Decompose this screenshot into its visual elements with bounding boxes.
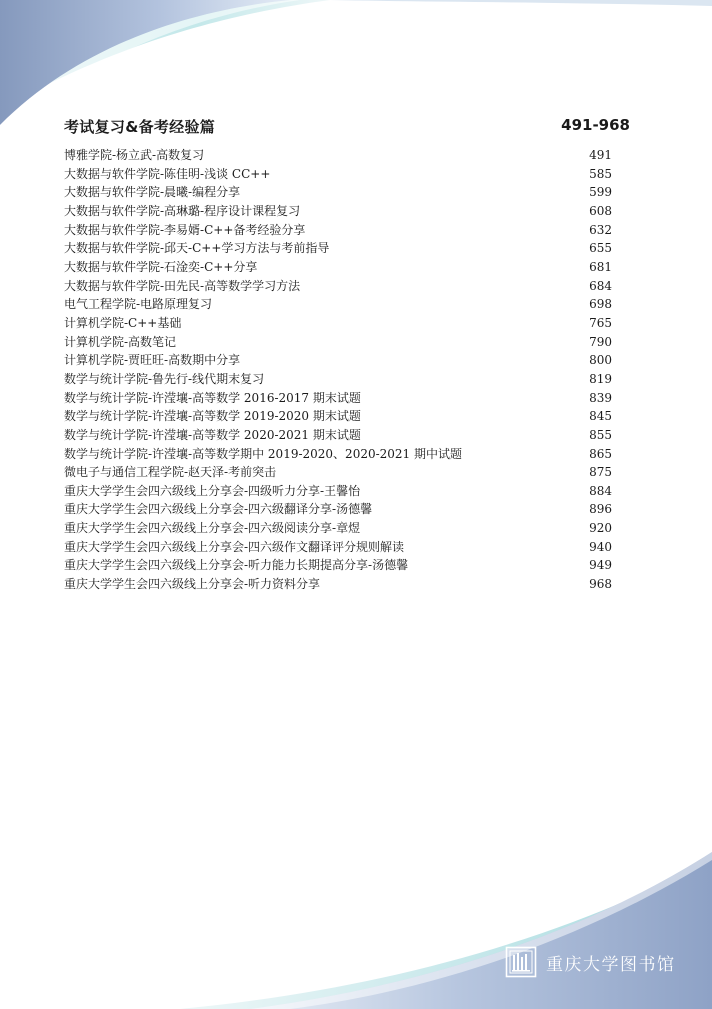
top-right-light — [330, 0, 712, 6]
toc-entry-title: 计算机学院-C++基础 — [64, 315, 182, 330]
toc-entry-title: 微电子与通信工程学院-赵天泽-考前突击 — [64, 465, 277, 480]
toc-entry-page: 865 — [589, 446, 612, 461]
toc-entry-title: 大数据与软件学院-李易婿-C++备考经验分享 — [64, 222, 306, 237]
toc-entry-page: 681 — [589, 259, 612, 274]
toc-entry[interactable] — [64, 314, 624, 333]
toc-entry-page: 608 — [589, 203, 612, 218]
toc-entry-title: 重庆大学学生会四六级线上分享会-听力资料分享 — [64, 577, 321, 592]
toc-entry[interactable] — [64, 295, 624, 314]
toc-entry[interactable] — [64, 183, 624, 202]
toc-entry[interactable] — [64, 500, 624, 519]
toc-entry-page: 698 — [589, 297, 612, 312]
top-wave — [0, 0, 290, 125]
section-page-range: 491-968 — [561, 116, 630, 134]
toc-entry[interactable] — [64, 407, 624, 426]
toc-entry-title: 大数据与软件学院-邱天-C++学习方法与考前指导 — [64, 241, 330, 256]
toc-entry[interactable] — [64, 221, 624, 240]
toc-entry[interactable] — [64, 202, 624, 221]
toc-entry-page: 855 — [589, 427, 612, 442]
toc-entry[interactable] — [64, 445, 624, 464]
section-title: 考试复习&备考经验篇 — [64, 118, 216, 136]
toc-entry-page: 684 — [589, 278, 612, 293]
toc-entry-title: 重庆大学学生会四六级线上分享会-四六级翻译分享-汤德馨 — [64, 502, 373, 517]
toc-entry-title: 数学与统计学院-许滢壤-高等数学 2016-2017 期末试题 — [64, 390, 361, 405]
toc-entry-title: 大数据与软件学院-石淦奕-C++分享 — [64, 259, 258, 274]
toc-entry-title: 大数据与软件学院-高琳璐-程序设计课程复习 — [64, 203, 301, 218]
toc-entry-page: 585 — [589, 166, 612, 181]
toc-entry-page: 845 — [589, 409, 612, 424]
toc-entry[interactable] — [64, 277, 624, 296]
toc-entry-page: 800 — [589, 353, 612, 368]
toc-entry-page: 940 — [589, 539, 612, 554]
library-name: 重庆大学图书馆 — [546, 954, 676, 975]
toc-entry-title: 计算机学院-高数笔记 — [64, 334, 177, 349]
toc-entry-title: 数学与统计学院-许滢壤-高等数学期中 2019-2020、2020-2021 期中试题 — [64, 446, 463, 461]
toc-entry[interactable] — [64, 370, 624, 389]
toc-entry-title: 电气工程学院-电路原理复习 — [64, 297, 213, 312]
toc-entry[interactable] — [64, 239, 624, 258]
toc-entry-title: 重庆大学学生会四六级线上分享会-四六级作文翻译评分规则解读 — [64, 539, 405, 554]
toc-entry-title: 大数据与软件学院-田先民-高等数学学习方法 — [64, 278, 301, 293]
toc-entry-title: 重庆大学学生会四六级线上分享会-听力能力长期提高分享-汤德馨 — [64, 558, 409, 573]
toc-entry[interactable] — [64, 482, 624, 501]
toc-entry-page: 819 — [589, 371, 612, 386]
toc-entry[interactable] — [64, 389, 624, 408]
library-logo — [505, 945, 676, 979]
toc-entry-title: 数学与统计学院-许滢壤-高等数学 2019-2020 期末试题 — [64, 409, 361, 424]
toc-entry-title: 大数据与软件学院-晨曦-编程分享 — [64, 185, 241, 200]
toc-entry-title: 数学与统计学院-许滢壤-高等数学 2020-2021 期末试题 — [64, 427, 361, 442]
toc-entry-page: 491 — [589, 148, 612, 162]
library-building-icon — [505, 946, 537, 978]
toc-entry[interactable] — [64, 575, 624, 594]
toc-entry[interactable] — [64, 165, 624, 184]
toc-entry-page: 632 — [589, 222, 612, 237]
toc-entry-page: 896 — [589, 502, 612, 517]
toc-entry[interactable] — [64, 538, 624, 557]
toc-entry-page: 765 — [589, 315, 612, 330]
toc-entry[interactable] — [64, 463, 624, 482]
toc-entry[interactable] — [64, 556, 624, 575]
toc-entry-title: 重庆大学学生会四六级线上分享会-四级听力分享-王馨怡 — [64, 483, 361, 498]
toc-entry[interactable] — [64, 146, 624, 165]
bottom-wave — [250, 852, 712, 1009]
toc-entry[interactable] — [64, 258, 624, 277]
toc-list — [64, 146, 624, 594]
toc-entry-page: 790 — [589, 334, 612, 349]
toc-entry-title: 数学与统计学院-鲁先行-线代期末复习 — [64, 371, 265, 386]
toc-entry[interactable] — [64, 333, 624, 352]
toc-entry[interactable] — [64, 426, 624, 445]
toc-entry-page: 599 — [589, 185, 612, 200]
toc-entry-title: 博雅学院-杨立武-高数复习 — [64, 148, 205, 162]
toc-entry-title: 计算机学院-贾旺旺-高数期中分享 — [64, 353, 241, 368]
toc-entry[interactable] — [64, 519, 624, 538]
toc-entry-page: 949 — [589, 558, 612, 573]
toc-entry-page: 968 — [589, 577, 612, 592]
toc-entry-title: 重庆大学学生会四六级线上分享会-四六级阅读分享-章煜 — [64, 521, 361, 536]
toc-entry-page: 839 — [589, 390, 612, 405]
toc-entry[interactable] — [64, 351, 624, 370]
toc-entry-page: 884 — [589, 483, 612, 498]
toc-entry-page: 920 — [589, 521, 612, 536]
toc-entry-page: 655 — [589, 241, 612, 256]
toc-entry-page: 875 — [589, 465, 612, 480]
toc-header — [64, 116, 634, 138]
toc-entry-title: 大数据与软件学院-陈佳明-浅谈 CC++ — [64, 166, 271, 181]
